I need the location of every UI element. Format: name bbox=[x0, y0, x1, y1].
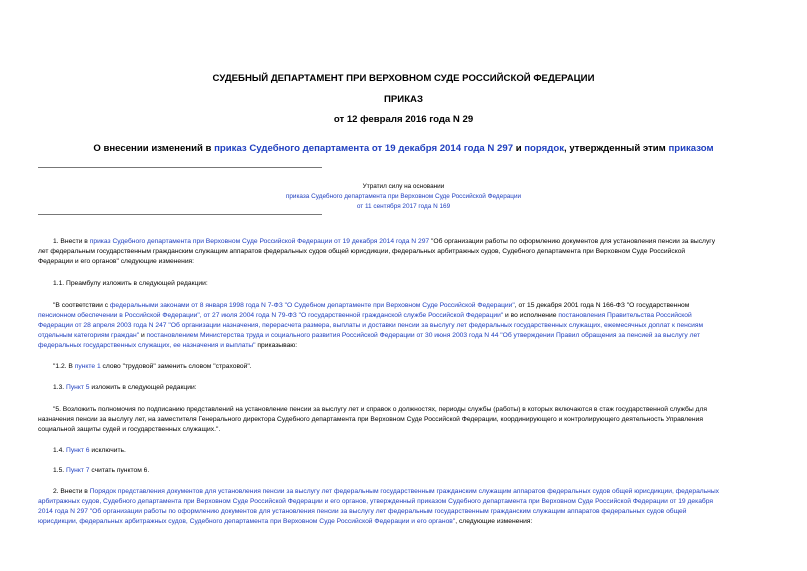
link-pension-law[interactable]: пенсионном обеспечении в Российской Федерации" bbox=[38, 312, 200, 319]
paragraph-1-2: "1.2. В пункте 1 слово "трудовой" заменить словом "страховой". bbox=[53, 363, 252, 370]
paragraph-1-1: 1.1. Преамбулу изложить в следующей редакции: bbox=[53, 280, 208, 287]
link-procedure[interactable]: Порядок представления документов для установления пенсии за выслугу лет федеральным государственным гражданским служащим аппаратов федеральных судов общей юрисдикции, федеральных bbox=[89, 488, 720, 495]
title-link-order[interactable]: приказ Судебного департамента от 19 декабря 2014 года N 297 bbox=[214, 143, 514, 154]
paragraph-1-3: 1.3. Пункт 5 изложить в следующей редакции: bbox=[53, 384, 197, 391]
paragraph-1-5: 1.5. Пункт 7 считать пунктом 6. bbox=[53, 467, 150, 474]
title-link-order-short[interactable]: приказом bbox=[668, 143, 714, 154]
status-note: Утратил силу на основании приказа Судебного департамента при Верховном Суде Российской Федерации от 11 сентября 2017 года N 169 bbox=[0, 182, 807, 212]
document-title: О внесении изменений в приказ Судебного департамента от 19 декабря 2014 года N 297 и порядок, утвержденный этим приказом bbox=[93, 143, 714, 154]
status-note-link-date[interactable]: от 11 сентября 2017 года N 169 bbox=[356, 203, 451, 210]
link-point-5[interactable]: Пункт 5 bbox=[66, 384, 90, 391]
document-type: ПРИКАЗ bbox=[384, 94, 423, 105]
status-note-link[interactable]: приказа Судебного департамента при Верховном Суде Российской Федерации bbox=[285, 193, 522, 200]
paragraph-1: 1. Внести в приказ Судебного департамента при Верховном Суде Российской Федерации от 19 декабря 2014 года N 297 "Об организации работы по оформлению документов для установления пенсии за выслугу лет федеральным государственным гражданским служащим аппаратов федеральных судов общей юрисдикции, федеральных арбитражных судов, Судебного департамента при Верховном Суде Российской Федерации и его органов" следующие изменения: bbox=[38, 238, 716, 265]
paragraph-2: 2. Внести в Порядок представления документов для установления пенсии за выслугу лет федеральным государственным гражданским служащим аппаратов федеральных судов общей юрисдикции, федеральных арбитражных судов, Судебного департамента при Верховном Суде Российской Федерации и его органов, утвержденный приказом Судебного департамента при Верховном Суде Российской Федерации от 19 декабря 2014 года N 297 "Об организации работы по оформлению документов для установления пенсии за выслугу лет федеральным государственным гражданским служащим аппаратов федеральных судов общей юрисдикции, федеральных арбитражных судов, Судебного департамента при Верховном Суде Российской Федерации и его органов", следующие изменения: bbox=[38, 488, 720, 525]
title-link-procedure[interactable]: порядок bbox=[524, 143, 565, 154]
link-order-297[interactable]: приказ Судебного департамента при Верховном Суде Российской Федерации от 19 декабря 2014 года N 297 bbox=[89, 238, 430, 245]
link-order-297-2[interactable]: приказом Судебного департамента при Верховном Суде Российской Федерации от 19 декабря bbox=[417, 498, 714, 505]
point-5-quote: "5. Возложить полномочия по подписанию представлений на установление пенсии за выслугу лет и справок о должностях, периоды службы (работы) в которых включаются в стаж государственной службы для назначения пенсии за выслугу лет, на заместителя Генерального директора Судебного департамента при Верховном Суде Российской Федерации, координирующего и контролирующего деятельность Управления социальной защиты судей и государственных служащих.". bbox=[38, 406, 707, 433]
preamble-quote: "В соответствии с федеральными законами от 8 января 1998 года N 7-ФЗ "О Судебном департаменте при Верховном Суде Российской Федерации", от 15 декабря 2001 года N 166-ФЗ "О государственном пенсионном обеспечении в Российской Федерации", от 27 июля 2004 года N 79-ФЗ "О государственной гражданской службе Российской Федерации" и во исполнение постановления Правительства Российской Федерации от 28 апреля 2003 года N 247 "Об организации назначения, перерасчета размера, выплаты и доставки пенсии за выслугу лет федеральных государственных служащих, ежемесячных доплат к пенсиям отдельным категориям граждан" и постановлением Министерства труда и социального развития Российской Федерации от 30 июня 2003 года N 44 "Об утверждении Правил обращения за пенсией за выслугу лет федеральных государственных служащих, ее назначения и выплаты" приказываю: bbox=[38, 301, 769, 351]
link-point-6[interactable]: Пункт 6 bbox=[66, 447, 90, 454]
divider-bottom bbox=[38, 214, 322, 215]
link-civil-service-law[interactable]: , от 27 июля 2004 года N 79-ФЗ "О государственной гражданской службе Российской Федерации" bbox=[199, 312, 504, 319]
link-federal-laws[interactable]: федеральными законами от 8 января 1998 года N 7-ФЗ "О Судебном департаменте при Верховном Суде Российской Федерации" bbox=[109, 302, 515, 309]
document-date-number: от 12 февраля 2016 года N 29 bbox=[333, 114, 474, 125]
link-labor-ministry-decree[interactable]: постановлением Министерства труда и социального развития Российской Федерации от 30 июня 2003 года N 44 "Об утверждении Правил обращения за пенсией за выслугу лет bbox=[146, 332, 701, 339]
issuing-organization: СУДЕБНЫЙ ДЕПАРТАМЕНТ ПРИ ВЕРХОВНОМ СУДЕ РОССИЙСКОЙ ФЕДЕРАЦИИ bbox=[212, 73, 595, 84]
link-government-decree-cont[interactable]: Федерации от 28 апреля 2003 года N 247 "Об организации назначения, перерасчета размера, выплаты и доставки пенсии за выслугу лет федеральных государственных служащих, ежемесячных доплат к пенсиям bbox=[38, 322, 704, 329]
link-point-1[interactable]: пункте 1 bbox=[74, 363, 101, 370]
link-point-7[interactable]: Пункт 7 bbox=[66, 467, 90, 474]
paragraph-1-4: 1.4. Пункт 6 исключить. bbox=[53, 447, 126, 454]
divider-top bbox=[38, 167, 322, 168]
link-government-decree[interactable]: постановления Правительства Российской bbox=[558, 312, 692, 319]
